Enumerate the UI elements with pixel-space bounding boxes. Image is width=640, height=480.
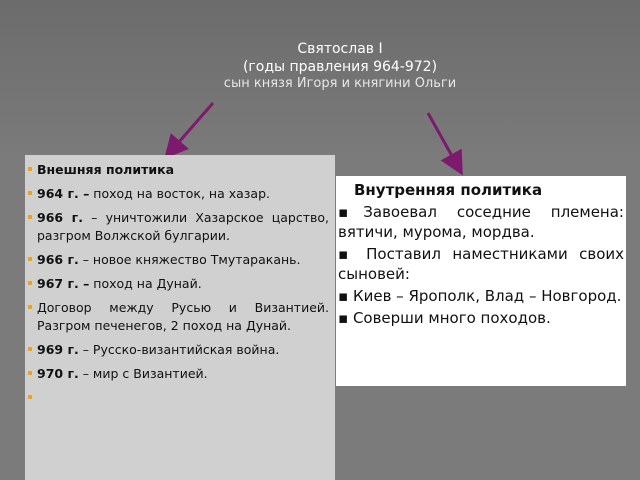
foreign-policy-item <box>37 365 329 383</box>
foreign-policy-item-date: 964 г. – <box>37 186 90 201</box>
foreign-policy-item-date: 969 г. <box>37 342 79 357</box>
foreign-policy-item <box>37 209 329 245</box>
foreign-policy-item-text: Договор между Русью и Византией. Разгром печенегов, 2 поход на Дунай. <box>37 300 329 333</box>
title-subtitle: сын князя Игоря и княгини Ольги <box>223 76 457 91</box>
foreign-policy-item-text: – мир с Византией. <box>78 366 208 381</box>
foreign-policy-item-date: Внешняя политика <box>37 162 175 177</box>
foreign-policy-item-text: – Русско-византийская война. <box>78 342 280 357</box>
domestic-policy-item-text: Завоевал соседние племена: вятичи, мурома, мордва. <box>338 203 624 241</box>
domestic-policy-list <box>336 176 626 328</box>
foreign-policy-list <box>25 155 335 407</box>
foreign-policy-item <box>37 299 329 335</box>
foreign-policy-item <box>37 389 329 407</box>
foreign-policy-item <box>37 341 329 359</box>
foreign-policy-item-text: поход на восток, на хазар. <box>89 186 270 201</box>
domestic-policy-panel <box>336 176 626 386</box>
foreign-policy-item <box>37 275 329 293</box>
bullet-icon: ▪ <box>338 287 349 305</box>
domestic-policy-item-text: Соверши много походов. <box>348 309 551 327</box>
domestic-policy-item-text: Поставил наместниками своих сыновей: <box>338 245 625 283</box>
title-years: (годы правления 964-972) <box>242 59 438 75</box>
foreign-policy-item-date: 970 г. <box>37 366 79 381</box>
foreign-policy-item-date: 966 г. <box>37 210 83 225</box>
bullet-icon: ▪ <box>338 309 349 327</box>
title-name: Святослав I <box>297 41 383 57</box>
domestic-policy-item <box>338 202 624 242</box>
domestic-policy-item <box>338 308 624 328</box>
foreign-policy-item-date: 967 г. – <box>37 276 90 291</box>
domestic-policy-item <box>338 244 624 284</box>
domestic-policy-heading: Внутренняя политика <box>354 181 543 199</box>
bullet-icon: ▪ <box>338 245 355 263</box>
foreign-policy-item-text: – новое княжество Тмутаракань. <box>78 252 301 267</box>
foreign-policy-item-text: поход на Дунай. <box>89 276 202 291</box>
slide-title <box>170 40 510 92</box>
foreign-policy-panel <box>25 155 335 480</box>
domestic-policy-item <box>338 286 624 306</box>
foreign-policy-item <box>37 185 329 203</box>
foreign-policy-item <box>37 251 329 269</box>
foreign-policy-item-text: – уничтожили Хазарское царство, разгром Волжской булгарии. <box>37 210 329 243</box>
domestic-policy-item-text: Киев – Ярополк, Влад – Новгород. <box>348 287 622 305</box>
foreign-policy-item <box>37 161 329 179</box>
bullet-icon: ▪ <box>338 203 364 221</box>
foreign-policy-item-date: 966 г. <box>37 252 79 267</box>
